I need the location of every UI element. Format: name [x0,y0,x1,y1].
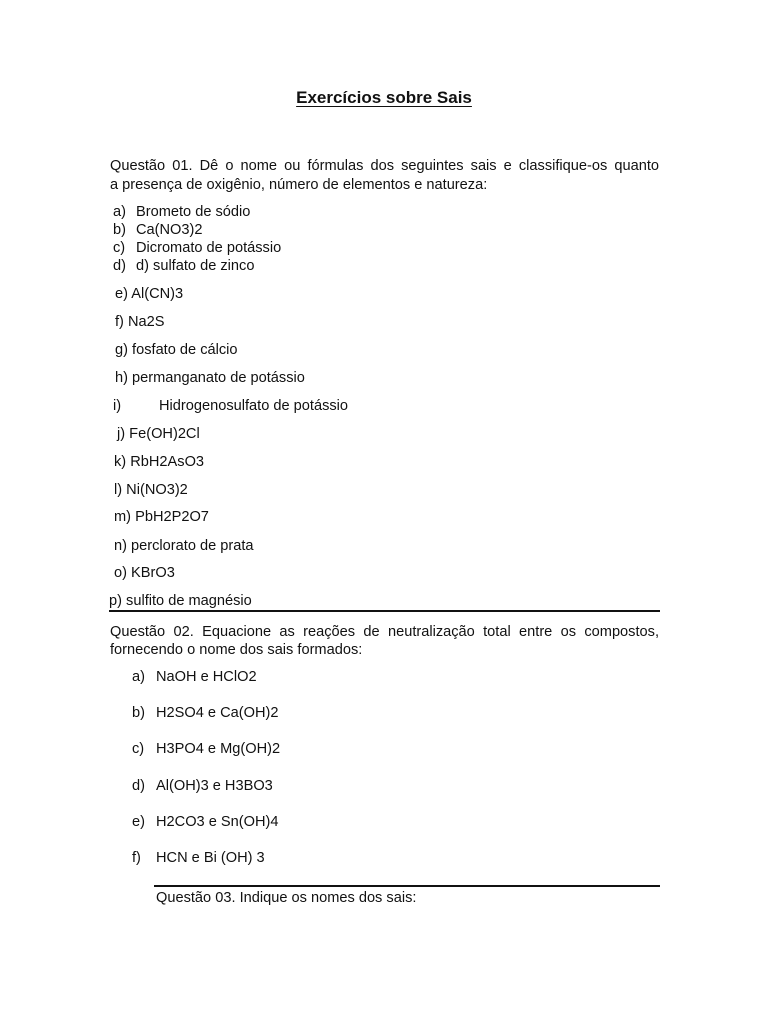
q1-item-j-text: Fe(OH)2Cl [129,426,200,442]
q3-heading: Questão 03. Indique os nomes dos sais: [156,890,417,906]
q1-item-k [114,453,204,471]
q2-item-a-marker: a) [132,669,145,685]
q1-item-k-marker: k) [114,454,127,470]
q1-item-l-text: Ni(NO3)2 [126,482,188,498]
q2-item-c-text: H3PO4 e Mg(OH)2 [156,741,281,757]
q1-item-f [115,313,165,331]
q1-item-d-marker: d) [113,258,126,274]
q1-item-c-marker: c) [113,240,126,256]
q1-item-h-text: permanganato de potássio [132,370,305,386]
q1-item-f-text: Na2S [127,314,165,330]
q1-heading-line2: a presença de oxigênio, número de elementos e natureza: [110,177,488,193]
q1-item-b-text: Ca(NO3)2 [136,222,203,238]
q1-item-o-text: KBrO3 [131,565,175,581]
q2-item-f-text: HCN e Bi (OH) 3 [156,850,265,866]
q2-heading-line2: fornecendo o nome dos sais formados: [110,642,363,658]
q1-item-n-text: perclorato de prata [131,538,254,554]
q2-item-c-marker: c) [132,741,145,757]
q1-heading-line1: Questão 01. Dê o nome ou fórmulas dos seguintes sais e classifique-os quanto [110,158,659,174]
q1-item-g-marker: g) [115,342,128,358]
document-title: Exercícios sobre Sais [296,88,472,107]
q2-item-b-text: H2SO4 e Ca(OH)2 [156,705,279,721]
q2-item-d-text: Al(OH)3 e H3BO3 [156,778,273,794]
q1-item-m-text: PbH2P2O7 [135,509,209,525]
q2-item-d-marker: d) [132,778,145,794]
q1-item-m-marker: m) [114,509,132,525]
q2-item-b-marker: b) [132,705,145,721]
q1-item-g [115,341,238,359]
q1-item-l [114,481,188,499]
q1-item-l-marker: l) [114,482,123,498]
q2-item-f-marker: f) [132,850,141,866]
q1-item-e-text: Al(CN)3 [131,286,184,302]
q1-item-h [115,369,305,387]
q1-item-m [114,508,209,526]
q2-heading-line1: Questão 02. Equacione as reações de neutralização total entre os compostos, [110,624,659,640]
q1-item-p [109,592,252,610]
q1-item-a-text: Brometo de sódio [136,204,251,220]
q1-item-j [117,425,200,443]
q1-item-a-marker: a) [113,204,126,220]
section-divider-1 [109,610,660,612]
q1-item-e-marker: e) [115,286,128,302]
q2-item-a-text: NaOH e HClO2 [156,669,257,685]
q1-item-b-marker: b) [113,222,126,238]
q1-item-c-text: Dicromato de potássio [136,240,282,256]
q1-item-o-marker: o) [114,565,127,581]
q1-item-g-text: fosfato de cálcio [132,342,238,358]
q1-item-o [114,564,175,582]
q1-item-h-marker: h) [115,370,128,386]
q1-item-f-marker: f) [115,314,124,330]
q1-item-i-text: Hidrogenosulfato de potássio [159,398,349,414]
q1-item-p-marker: p) [109,593,122,609]
q2-item-e-marker: e) [132,814,145,830]
section-divider-2 [154,885,660,887]
q1-item-k-text: RbH2AsO3 [130,454,205,470]
q1-item-j-marker: j) [117,426,126,442]
q1-item-p-text: sulfito de magnésio [126,593,252,609]
q2-item-e-text: H2CO3 e Sn(OH)4 [156,814,279,830]
q1-item-n [114,537,254,555]
q1-item-e [115,285,183,303]
q1-item-d-text: d) sulfato de zinco [136,258,255,274]
q1-item-n-marker: n) [114,538,127,554]
q1-item-i-marker: i) [113,398,122,414]
